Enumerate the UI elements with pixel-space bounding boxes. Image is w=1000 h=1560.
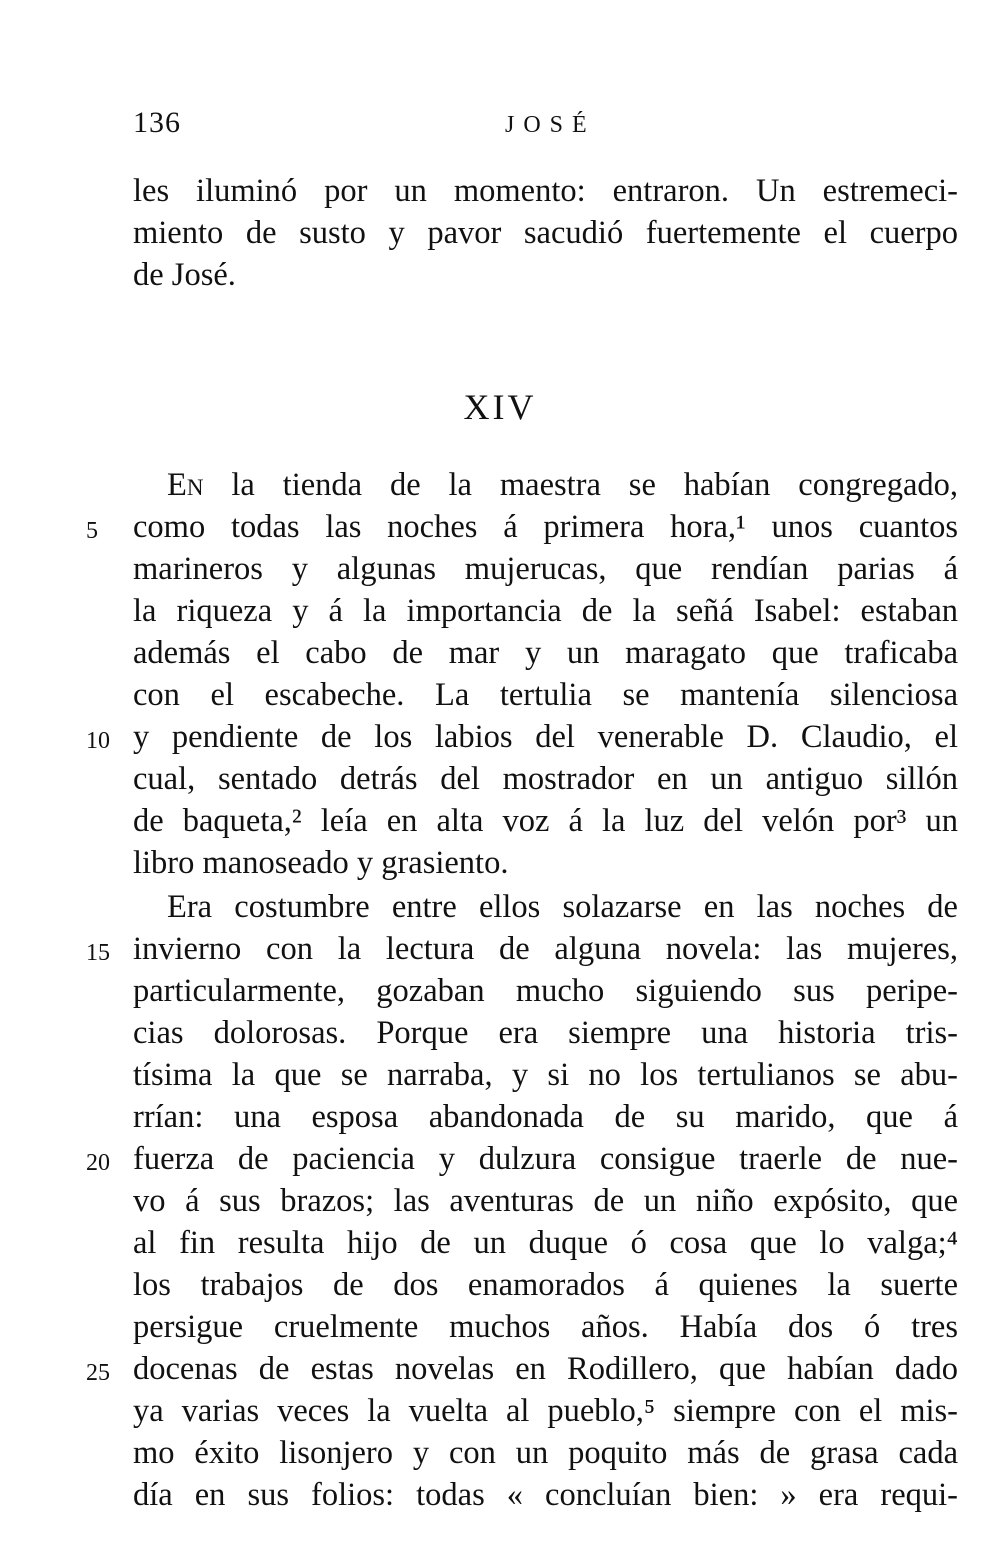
chapter-heading: XIV [463,387,537,427]
text-line: cias dolorosas. Porque era siempre una historia tris- [133,1015,958,1051]
line-number: 10 [86,728,110,754]
text-line: los trabajos de dos enamorados á quienes la suerte [133,1267,958,1303]
text-line: libro manoseado y grasiento. [133,845,509,881]
text-line: ya varias veces la vuelta al pueblo,⁵ siempre con el mis- [133,1393,958,1429]
text-line: invierno con la lectura de alguna novela: las mujeres, [133,931,958,967]
text-line: marineros y algunas mujerucas, que rendían parias á [133,551,958,587]
text-line: como todas las noches á primera hora,¹ unos cuantos [133,509,958,545]
text-line: día en sus folios: todas « concluían bien: » era requi- [133,1477,958,1513]
text-line: rrían: una esposa abandonada de su marido, que á [133,1099,958,1135]
running-title: JOSÉ [505,112,596,138]
text-line: y pendiente de los labios del venerable D. Claudio, el [133,719,958,755]
text-line-first [167,464,958,506]
text-line-indent: Era costumbre entre ellos solazarse en las noches de [167,889,958,925]
text-line: mo éxito lisonjero y con un poquito más de grasa cada [133,1435,958,1471]
text-line: miento de susto y pavor sacudió fuertemente el cuerpo [133,215,958,251]
text-line: de José. [133,257,236,293]
first-line-rest: la tienda de la maestra se habían congregado, [203,467,958,503]
text-line: la riqueza y á la importancia de la señá Isabel: estaban [133,593,958,629]
text-line: cual, sentado detrás del mostrador en un antiguo sillón [133,761,958,797]
line-number: 15 [86,940,110,966]
text-line: con el escabeche. La tertulia se mantenía silenciosa [133,677,958,713]
text-line: tísima la que se narraba, y si no los tertulianos se abu- [133,1057,958,1093]
line-number: 20 [86,1150,110,1176]
text-line: fuerza de paciencia y dulzura consigue traerle de nue- [133,1141,958,1177]
line-number: 5 [86,518,98,544]
text-line: al fin resulta hijo de un duque ó cosa que lo valga;⁴ [133,1225,958,1261]
text-line: además el cabo de mar y un maragato que traficaba [133,635,958,671]
drop-word: En [167,467,204,503]
text-line: persigue cruelmente muchos años. Había dos ó tres [133,1309,958,1345]
text-line: les iluminó por un momento: entraron. Un estremeci- [133,173,958,209]
text-line: de baqueta,² leía en alta voz á la luz del velón por³ un [133,803,958,839]
page-header [0,106,1000,146]
line-number: 25 [86,1360,110,1386]
text-line: particularmente, gozaban mucho siguiendo sus peripe- [133,973,958,1009]
text-line: vo á sus brazos; las aventuras de un niño expósito, que [133,1183,958,1219]
page-number: 136 [133,106,181,139]
text-line: docenas de estas novelas en Rodillero, que habían dado [133,1351,958,1387]
